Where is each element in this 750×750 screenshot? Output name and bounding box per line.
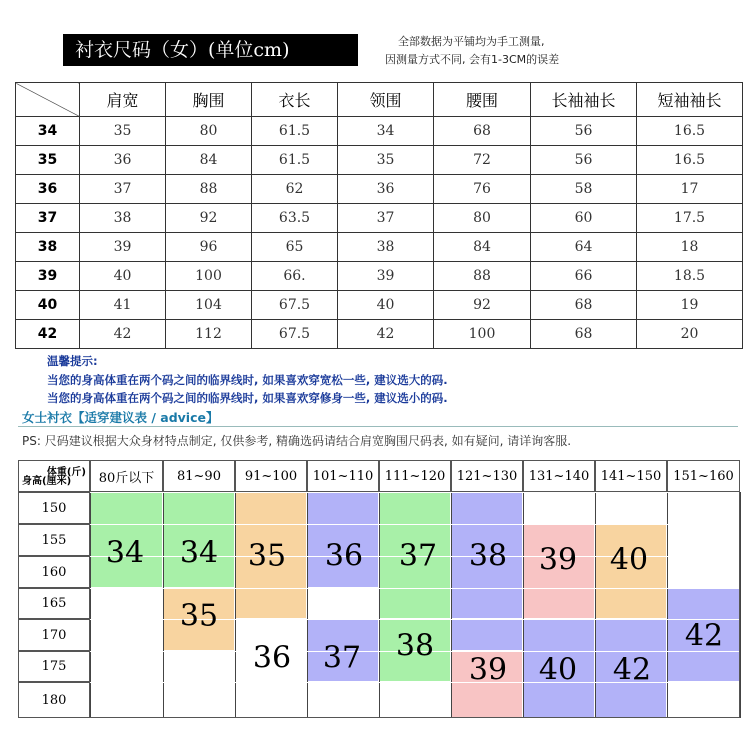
table-cell: 35 <box>80 117 166 146</box>
size-recommendation: 39 <box>538 542 578 578</box>
table-cell: 112 <box>166 320 252 349</box>
weight-header: 141~150 <box>595 460 667 492</box>
size-label: 36 <box>16 175 80 204</box>
table-cell: 80 <box>166 117 252 146</box>
weight-header: 111~120 <box>379 460 451 492</box>
table-cell: 60 <box>531 204 637 233</box>
column-header: 领围 <box>338 83 434 117</box>
table-cell: 84 <box>434 233 531 262</box>
table-cell: 80 <box>434 204 531 233</box>
table-cell: 61.5 <box>252 117 338 146</box>
table-cell: 58 <box>531 175 637 204</box>
table-cell: 84 <box>166 146 252 175</box>
table-cell: 100 <box>166 262 252 291</box>
size-recommendation: 39 <box>468 652 508 688</box>
size-recommendation: 42 <box>684 618 724 654</box>
table-cell: 66. <box>252 262 338 291</box>
column-header: 肩宽 <box>80 83 166 117</box>
table-cell: 35 <box>338 146 434 175</box>
table-cell: 96 <box>166 233 252 262</box>
size-label: 38 <box>16 233 80 262</box>
table-row <box>16 117 743 146</box>
diagonal-corner-cell <box>16 83 80 117</box>
table-cell: 17.5 <box>637 204 743 233</box>
grid-line <box>740 492 741 718</box>
table-cell: 34 <box>338 117 434 146</box>
grid-line <box>523 492 524 718</box>
table-cell: 39 <box>338 262 434 291</box>
table-cell: 36 <box>338 175 434 204</box>
table-cell: 40 <box>338 291 434 320</box>
column-header: 长袖袖长 <box>531 83 637 117</box>
size-recommendation: 34 <box>179 535 219 571</box>
table-row <box>16 233 743 262</box>
table-cell: 38 <box>80 204 166 233</box>
table-cell: 68 <box>531 291 637 320</box>
size-label: 39 <box>16 262 80 291</box>
height-header: 175 <box>18 651 90 682</box>
table-row <box>16 175 743 204</box>
size-label: 42 <box>16 320 80 349</box>
table-cell: 61.5 <box>252 146 338 175</box>
weight-axis-label: 体重(斤) <box>46 467 86 478</box>
size-label: 37 <box>16 204 80 233</box>
table-cell: 100 <box>434 320 531 349</box>
size-recommendation: 34 <box>105 535 145 571</box>
size-recommendation: 38 <box>395 628 435 664</box>
grid-line <box>451 492 452 718</box>
height-header: 180 <box>18 682 90 718</box>
size-recommendation: 37 <box>322 640 362 676</box>
weight-header: 131~140 <box>523 460 595 492</box>
table-cell: 64 <box>531 233 637 262</box>
table-cell: 63.5 <box>252 204 338 233</box>
weight-header: 80斤以下 <box>90 460 163 492</box>
table-cell: 72 <box>434 146 531 175</box>
table-cell: 104 <box>166 291 252 320</box>
size-label: 40 <box>16 291 80 320</box>
height-header: 165 <box>18 588 90 619</box>
weight-header: 81~90 <box>163 460 235 492</box>
table-row <box>16 146 743 175</box>
table-cell: 39 <box>80 233 166 262</box>
measurement-note-line1: 全部数据为平铺均为手工测量, <box>398 35 545 48</box>
size-table-header-row <box>16 83 743 117</box>
table-cell: 88 <box>166 175 252 204</box>
size-table <box>15 82 743 349</box>
table-cell: 76 <box>434 175 531 204</box>
height-header: 170 <box>18 619 90 651</box>
grid-corner-cell <box>18 460 90 492</box>
table-cell: 67.5 <box>252 320 338 349</box>
height-axis-label: 身高(厘米) <box>22 476 72 487</box>
size-label: 35 <box>16 146 80 175</box>
size-recommendation: 38 <box>468 538 508 574</box>
table-cell: 36 <box>80 146 166 175</box>
size-zone <box>451 619 523 651</box>
tips-title: 温馨提示: <box>47 354 98 368</box>
table-row <box>16 291 743 320</box>
divider <box>18 426 738 427</box>
table-cell: 18 <box>637 233 743 262</box>
size-recommendation: 36 <box>252 640 292 676</box>
table-cell: 68 <box>434 117 531 146</box>
table-cell: 42 <box>80 320 166 349</box>
table-cell: 68 <box>531 320 637 349</box>
grid-line <box>595 492 596 718</box>
table-cell: 37 <box>80 175 166 204</box>
size-recommendation: 40 <box>609 542 649 578</box>
table-row <box>16 262 743 291</box>
size-recommendation: 35 <box>247 538 287 574</box>
height-header: 160 <box>18 556 90 588</box>
column-header: 短袖袖长 <box>637 83 743 117</box>
measurement-note-line2: 因测量方式不同, 会有1-3CM的误差 <box>385 53 560 66</box>
table-cell: 56 <box>531 146 637 175</box>
table-cell: 62 <box>252 175 338 204</box>
grid-line <box>90 492 740 493</box>
table-cell: 38 <box>338 233 434 262</box>
size-label: 34 <box>16 117 80 146</box>
table-cell: 16.5 <box>637 117 743 146</box>
grid-line <box>307 492 308 718</box>
table-cell: 16.5 <box>637 146 743 175</box>
table-cell: 67.5 <box>252 291 338 320</box>
advice-grid <box>18 460 740 718</box>
table-cell: 92 <box>434 291 531 320</box>
size-recommendation: 36 <box>324 538 364 574</box>
page-title: 衬衣尺码（女）(单位cm) <box>63 34 358 66</box>
table-row <box>16 204 743 233</box>
column-header: 腰围 <box>434 83 531 117</box>
table-cell: 18.5 <box>637 262 743 291</box>
size-recommendation: 37 <box>398 538 438 574</box>
grid-line <box>90 492 91 718</box>
weight-header: 91~100 <box>235 460 307 492</box>
weight-header: 101~110 <box>307 460 379 492</box>
grid-line <box>667 492 668 718</box>
grid-line <box>90 718 740 719</box>
height-header: 150 <box>18 492 90 524</box>
table-cell: 88 <box>434 262 531 291</box>
column-header: 胸围 <box>166 83 252 117</box>
table-cell: 40 <box>80 262 166 291</box>
table-row <box>16 320 743 349</box>
size-recommendation: 35 <box>179 598 219 634</box>
tip-line-2: 当您的身高体重在两个码之间的临界线时, 如果喜欢穿修身一些, 建议选小的码. <box>47 391 448 405</box>
table-cell: 92 <box>166 204 252 233</box>
table-cell: 20 <box>637 320 743 349</box>
size-recommendation: 40 <box>538 652 578 688</box>
table-cell: 19 <box>637 291 743 320</box>
height-header: 155 <box>18 524 90 556</box>
weight-header: 151~160 <box>667 460 740 492</box>
grid-line <box>163 492 164 718</box>
grid-line <box>90 588 740 589</box>
table-cell: 17 <box>637 175 743 204</box>
table-cell: 66 <box>531 262 637 291</box>
grid-line <box>235 492 236 718</box>
table-cell: 37 <box>338 204 434 233</box>
tip-line-1: 当您的身高体重在两个码之间的临界线时, 如果喜欢穿宽松一些, 建议选大的码. <box>47 373 448 387</box>
advice-title: 女士衬衣【适穿建议表 / advice】 <box>22 410 219 425</box>
column-header: 衣长 <box>252 83 338 117</box>
ps-note: PS: 尺码建议根据大众身材特点制定, 仅供参考, 精确选码请结合肩宽胸围尺码表, 如有疑问, 请详询客服. <box>22 434 572 448</box>
grid-line <box>90 524 740 525</box>
table-cell: 42 <box>338 320 434 349</box>
weight-header: 121~130 <box>451 460 523 492</box>
table-cell: 56 <box>531 117 637 146</box>
size-recommendation: 42 <box>612 652 652 688</box>
grid-line <box>379 492 380 718</box>
table-cell: 65 <box>252 233 338 262</box>
table-cell: 41 <box>80 291 166 320</box>
